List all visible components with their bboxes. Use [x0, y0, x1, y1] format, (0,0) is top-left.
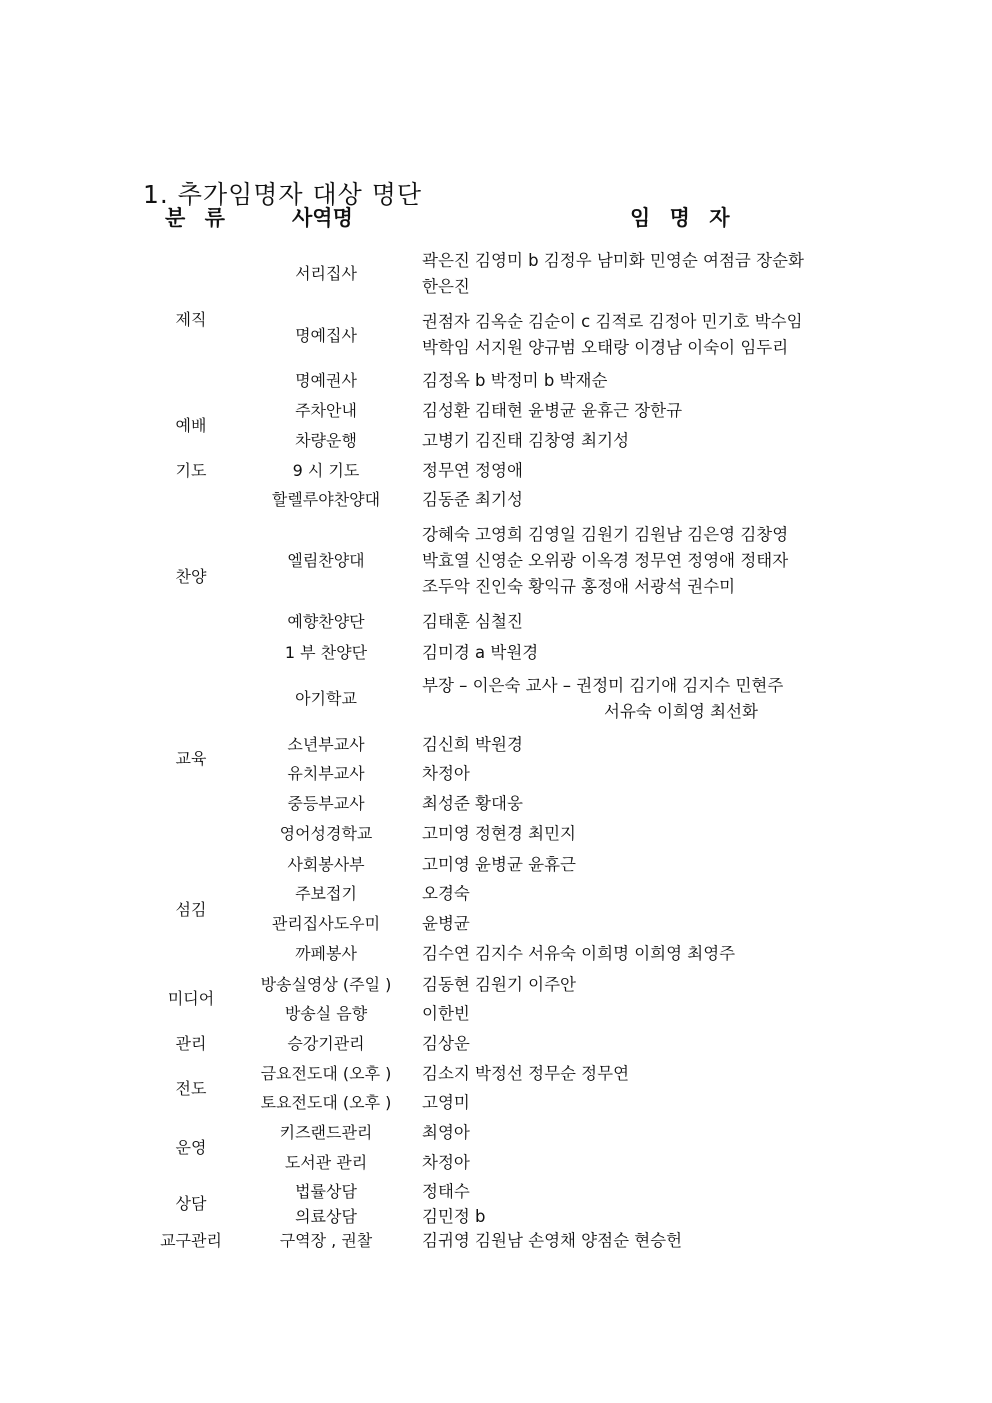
names-cell — [422, 487, 852, 513]
header-category: 분 류 — [165, 206, 231, 230]
names-line: 고미영 정현경 최민지 — [422, 824, 576, 843]
names-line: 부장 – 이은숙 교사 – 권정미 김기애 김지수 민현주 — [422, 676, 784, 695]
header-role: 사역명 — [292, 206, 353, 230]
category-cell: 찬양 — [175, 567, 207, 586]
names-line: 최영아 — [422, 1123, 470, 1142]
category-cell: 제직 — [175, 310, 207, 329]
role-cell: 9 시 기도 — [292, 461, 360, 480]
role-cell: 방송실영상 (주일 ) — [260, 975, 392, 994]
category-cell: 섬김 — [175, 900, 207, 919]
role-cell: 승강기관리 — [287, 1034, 365, 1053]
names-cell — [422, 1179, 852, 1205]
role-cell: 법률상담 — [295, 1182, 357, 1201]
names-cell — [422, 1031, 852, 1057]
names-line: 권점자 김옥순 김순이 c 김적로 김정아 민기호 박수임 — [422, 312, 803, 331]
names-line: 고병기 김진태 김창영 최기성 — [422, 431, 630, 450]
names-line: 강혜숙 고영희 김영일 김원기 김원남 김은영 김창영 — [422, 525, 789, 544]
role-cell: 유치부교사 — [287, 764, 365, 783]
role-cell: 차량운행 — [295, 431, 357, 450]
names-line: 오경숙 — [422, 884, 470, 903]
category-cell: 관리 — [175, 1034, 207, 1053]
names-cell — [422, 881, 852, 907]
role-cell: 서리집사 — [295, 264, 357, 283]
role-cell: 1 부 찬양단 — [284, 643, 368, 662]
header-names: 임 명 자 — [630, 206, 736, 230]
names-line: 김귀영 김원남 손영채 양점순 현승헌 — [422, 1231, 683, 1250]
role-cell: 관리집사도우미 — [271, 914, 381, 933]
names-cell — [422, 609, 852, 635]
names-line: 정태수 — [422, 1182, 470, 1201]
names-cell — [422, 398, 852, 424]
role-cell: 아기학교 — [295, 689, 357, 708]
names-cell — [422, 732, 852, 758]
role-cell: 영어성경학교 — [279, 824, 373, 843]
names-line: 고미영 윤병균 윤휴근 — [422, 855, 576, 874]
names-line: 곽은진 김영미 b 김정우 남미화 민영순 여점금 장순화 — [422, 251, 804, 270]
role-cell: 도서관 관리 — [284, 1153, 368, 1172]
role-cell: 엘림찬양대 — [287, 551, 365, 570]
names-cell — [422, 458, 852, 484]
names-line: 김성환 김태현 윤병균 윤휴근 장한규 — [422, 401, 683, 420]
role-cell: 명예집사 — [295, 326, 357, 345]
names-cell — [422, 522, 852, 600]
names-line: 김수연 김지수 서유숙 이희명 이희영 최영주 — [422, 944, 736, 963]
role-cell: 중등부교사 — [287, 794, 365, 813]
names-cell — [422, 1090, 852, 1116]
names-line: 조두악 진인숙 황익규 홍정애 서광석 권수미 — [422, 577, 736, 596]
names-line: 차정아 — [422, 764, 470, 783]
names-cell — [422, 1120, 852, 1146]
names-line: 박학임 서지원 양규범 오태랑 이경남 이숙이 임두리 — [422, 338, 789, 357]
page-title: 1. 추가임명자 대상 명단 — [143, 179, 423, 209]
role-cell: 명예권사 — [295, 371, 357, 390]
names-line: 김소지 박정선 정무순 정무연 — [422, 1064, 630, 1083]
names-line: 김동현 김원기 이주안 — [422, 975, 576, 994]
names-line: 김동준 최기성 — [422, 490, 523, 509]
names-cell — [422, 309, 852, 361]
role-cell: 사회봉사부 — [287, 855, 365, 874]
category-cell: 운영 — [175, 1138, 207, 1157]
role-cell: 키즈랜드관리 — [279, 1123, 373, 1142]
role-cell: 토요전도대 (오후 ) — [260, 1093, 392, 1112]
names-line: 김태훈 심철진 — [422, 612, 523, 631]
names-cell — [422, 428, 852, 454]
names-line: 차정아 — [422, 1153, 470, 1172]
names-cell — [422, 368, 852, 394]
names-line: 박효열 신영순 오위광 이옥경 정무연 정영애 정태자 — [422, 551, 789, 570]
names-cell — [422, 1061, 852, 1087]
role-cell: 예향찬양단 — [287, 612, 365, 631]
names-cell — [422, 640, 852, 666]
names-cell — [422, 821, 852, 847]
category-cell: 교육 — [175, 749, 207, 768]
names-line: 고영미 — [422, 1093, 470, 1112]
role-cell: 할렐루야찬양대 — [271, 490, 381, 509]
role-cell: 의료상담 — [295, 1207, 357, 1226]
category-cell: 교구관리 — [160, 1231, 222, 1250]
names-cell — [422, 1150, 852, 1176]
names-cell — [422, 1228, 852, 1254]
names-line: 김신희 박원경 — [422, 735, 523, 754]
names-line: 이한빈 — [422, 1004, 470, 1023]
names-cell — [422, 972, 852, 998]
names-line: 한은진 — [422, 277, 470, 296]
role-cell: 구역장 , 권찰 — [279, 1231, 373, 1250]
category-cell: 미디어 — [167, 989, 215, 1008]
names-line: 서유숙 이희영 최선화 — [604, 702, 758, 721]
names-line: 김정옥 b 박정미 b 박재순 — [422, 371, 608, 390]
category-cell: 전도 — [175, 1079, 207, 1098]
names-cell — [422, 791, 852, 817]
category-cell: 기도 — [175, 461, 207, 480]
role-cell: 방송실 음향 — [284, 1004, 368, 1023]
names-cell — [422, 911, 852, 937]
names-line: 김상운 — [422, 1034, 470, 1053]
category-cell: 예배 — [175, 416, 207, 435]
role-cell: 주차안내 — [295, 401, 357, 420]
role-cell: 주보접기 — [295, 884, 357, 903]
names-cell — [422, 941, 852, 967]
role-cell: 금요전도대 (오후 ) — [260, 1064, 392, 1083]
names-cell — [422, 1001, 852, 1027]
names-line: 정무연 정영애 — [422, 461, 523, 480]
category-cell: 상담 — [175, 1194, 207, 1213]
names-cell — [422, 1204, 852, 1230]
names-cell — [422, 852, 852, 878]
role-cell: 까페봉사 — [295, 944, 357, 963]
names-cell — [422, 673, 852, 725]
names-line: 최성준 황대웅 — [422, 794, 523, 813]
names-line: 김미경 a 박원경 — [422, 643, 539, 662]
names-line: 김민정 b — [422, 1207, 486, 1226]
names-line: 윤병균 — [422, 914, 470, 933]
names-cell — [422, 761, 852, 787]
role-cell: 소년부교사 — [287, 735, 365, 754]
names-cell — [422, 248, 852, 300]
